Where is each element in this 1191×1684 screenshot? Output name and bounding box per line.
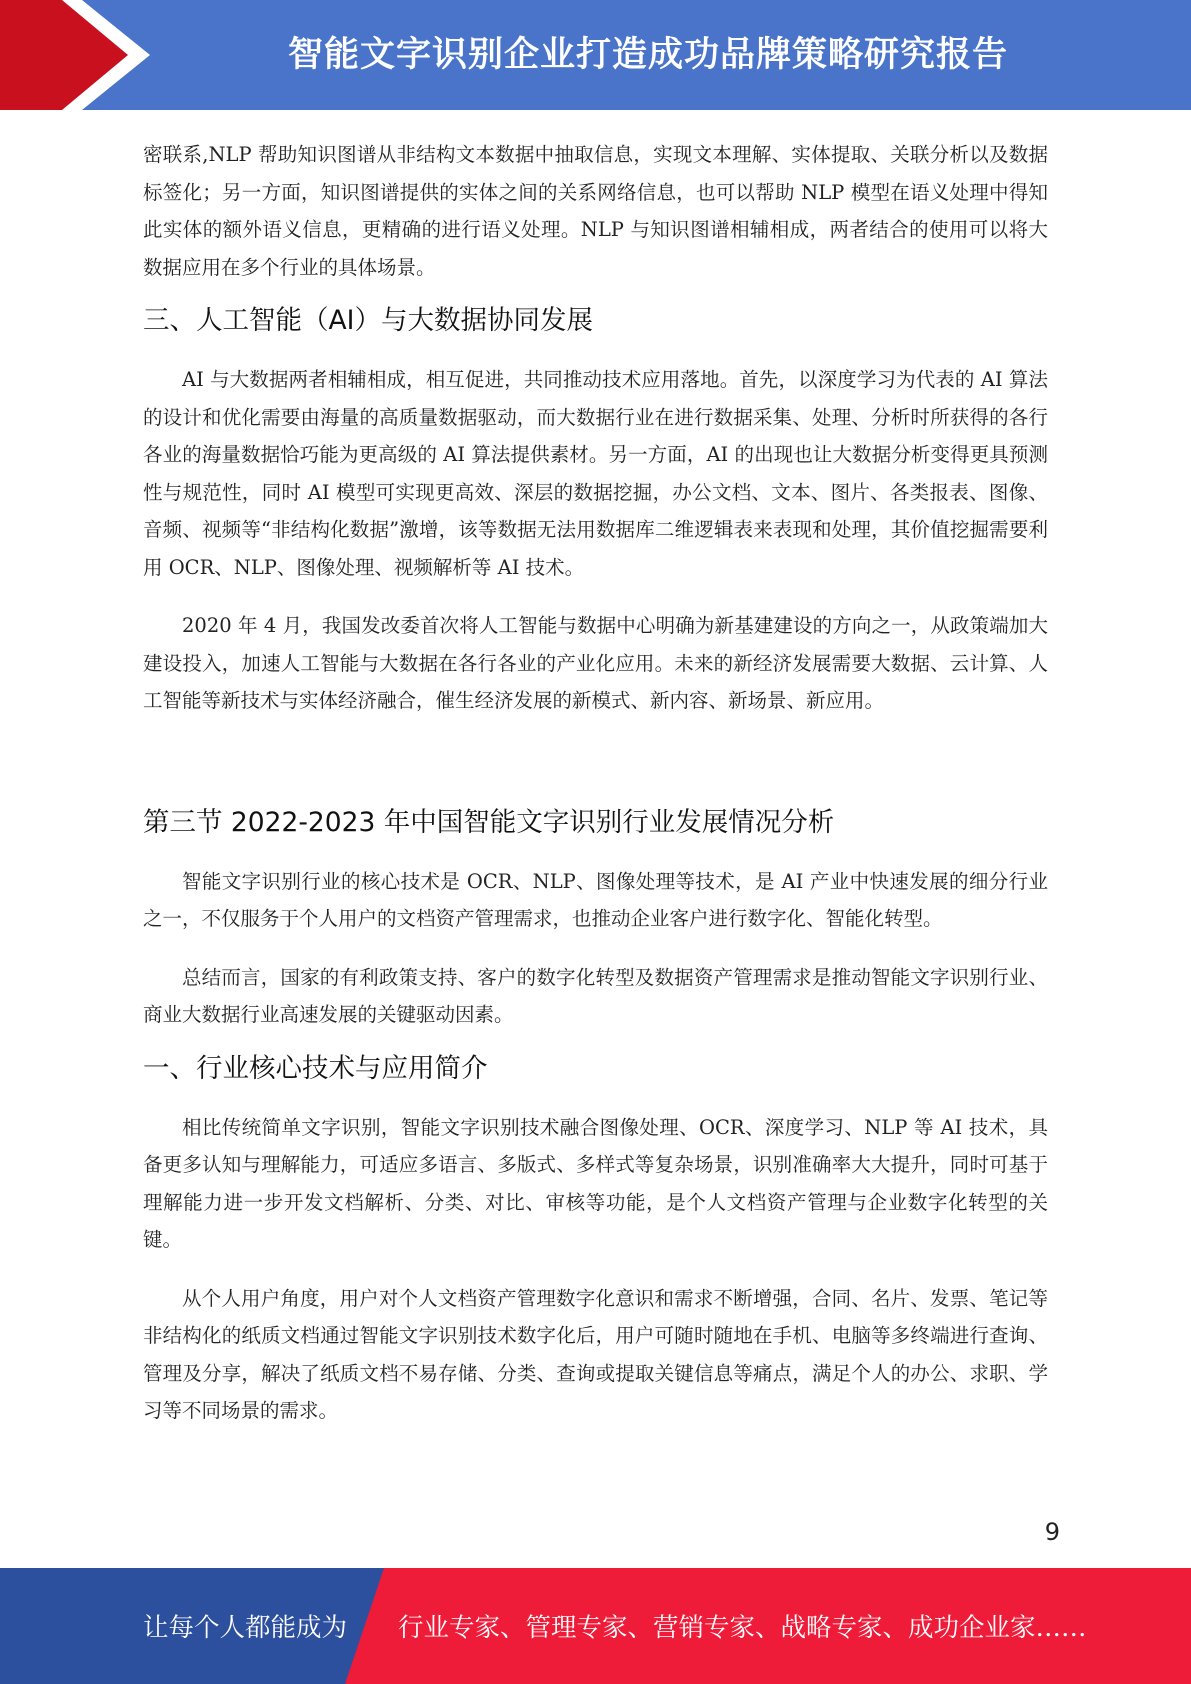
page-footer	[0, 1568, 1191, 1684]
paragraph-ai-bigdata: AI 与大数据两者相辅相成，相互促进，共同推动技术应用落地。首先，以深度学习为代表的 AI 算法的设计和优化需要由海量的高质量数据驱动，而大数据行业在进行数据采集、处理、分析时所获得的各行各业的海量数据恰巧能为更高级的 AI 算法提供素材。另一方面，AI 的出现也让大数据分析变得更具预测性与规范性，同时 AI 模型可实现更高效、深层的数据挖掘，办公文档、文本、图片、各类报表、图像、音频、视频等“非结构化数据”激增，该等数据无法用数据库二维逻辑表来表现和处理，其价值挖掘需要利用 OCR、NLP、图像处理、视频解析等 AI 技术。	[143, 368, 1048, 579]
paragraph-personal-users: 从个人用户角度，用户对个人文档资产管理数字化意识和需求不断增强，合同、名片、发票、笔记等非结构化的纸质文档通过智能文字识别技术数字化后，用户可随时随地在手机、电脑等多终端进行查询、管理及分享，解决了纸质文档不易存储、分类、查询或提取关键信息等痛点，满足个人的办公、求职、学习等不同场景的需求。	[143, 1286, 1048, 1422]
footer-slogan-right: 行业专家、管理专家、营销专家、战略专家、成功企业家……	[398, 1613, 1087, 1643]
heading-section-3: 第三节 2022-2023 年中国智能文字识别行业发展情况分析	[143, 806, 835, 838]
document-body	[143, 136, 1048, 1430]
paragraph-nlp-knowledge-graph: 密联系,NLP 帮助知识图谱从非结构文本数据中抽取信息，实现文本理解、实体提取、关联分析以及数据标签化；另一方面，知识图谱提供的实体之间的关系网络信息，也可以帮助 NLP 模型在语义处理中得知此实体的额外语义信息，更精确的进行语义处理。NLP 与知识图谱相辅相成，两者结合的使用可以将大数据应用在多个行业的具体场景。	[143, 143, 1048, 279]
paragraph-new-infrastructure: 2020 年 4 月，我国发改委首次将人工智能与数据中心明确为新基建建设的方向之一，从政策端加大建设投入，加速人工智能与大数据在各行各业的产业化应用。未来的新经济发展需要大数据、云计算、人工智能等新技术与实体经济融合，催生经济发展的新模式、新内容、新场景、新应用。	[143, 614, 1048, 712]
paragraph-summary: 总结而言，国家的有利政策支持、客户的数字化转型及数据资产管理需求是推动智能文字识别行业、商业大数据行业高速发展的关键驱动因素。	[143, 965, 1048, 1026]
heading-industry-tech: 一、行业核心技术与应用简介	[143, 1052, 488, 1084]
header-title: 智能文字识别企业打造成功品牌策略研究报告	[287, 35, 1008, 75]
header-chevron-decoration	[0, 0, 150, 110]
paragraph-intelligent-ocr: 相比传统简单文字识别，智能文字识别技术融合图像处理、OCR、深度学习、NLP 等 AI 技术，具备更多认知与理解能力，可适应多语言、多版式、多样式等复杂场景，识别准确率大大提升，同时可基于理解能力进一步开发文档解析、分类、对比、审核等功能，是个人文档资产管理与企业数字化转型的关键。	[143, 1115, 1048, 1251]
footer-slogan-left: 让每个人都能成为	[143, 1613, 348, 1643]
paragraph-core-tech: 智能文字识别行业的核心技术是 OCR、NLP、图像处理等技术，是 AI 产业中快速发展的细分行业之一，不仅服务于个人用户的文档资产管理需求，也推动企业客户进行数字化、智能化转型。	[143, 869, 1048, 930]
page-header	[0, 0, 1191, 110]
heading-ai-bigdata: 三、人工智能（AI）与大数据协同发展	[143, 305, 593, 336]
page-number: 9	[1044, 1518, 1060, 1546]
